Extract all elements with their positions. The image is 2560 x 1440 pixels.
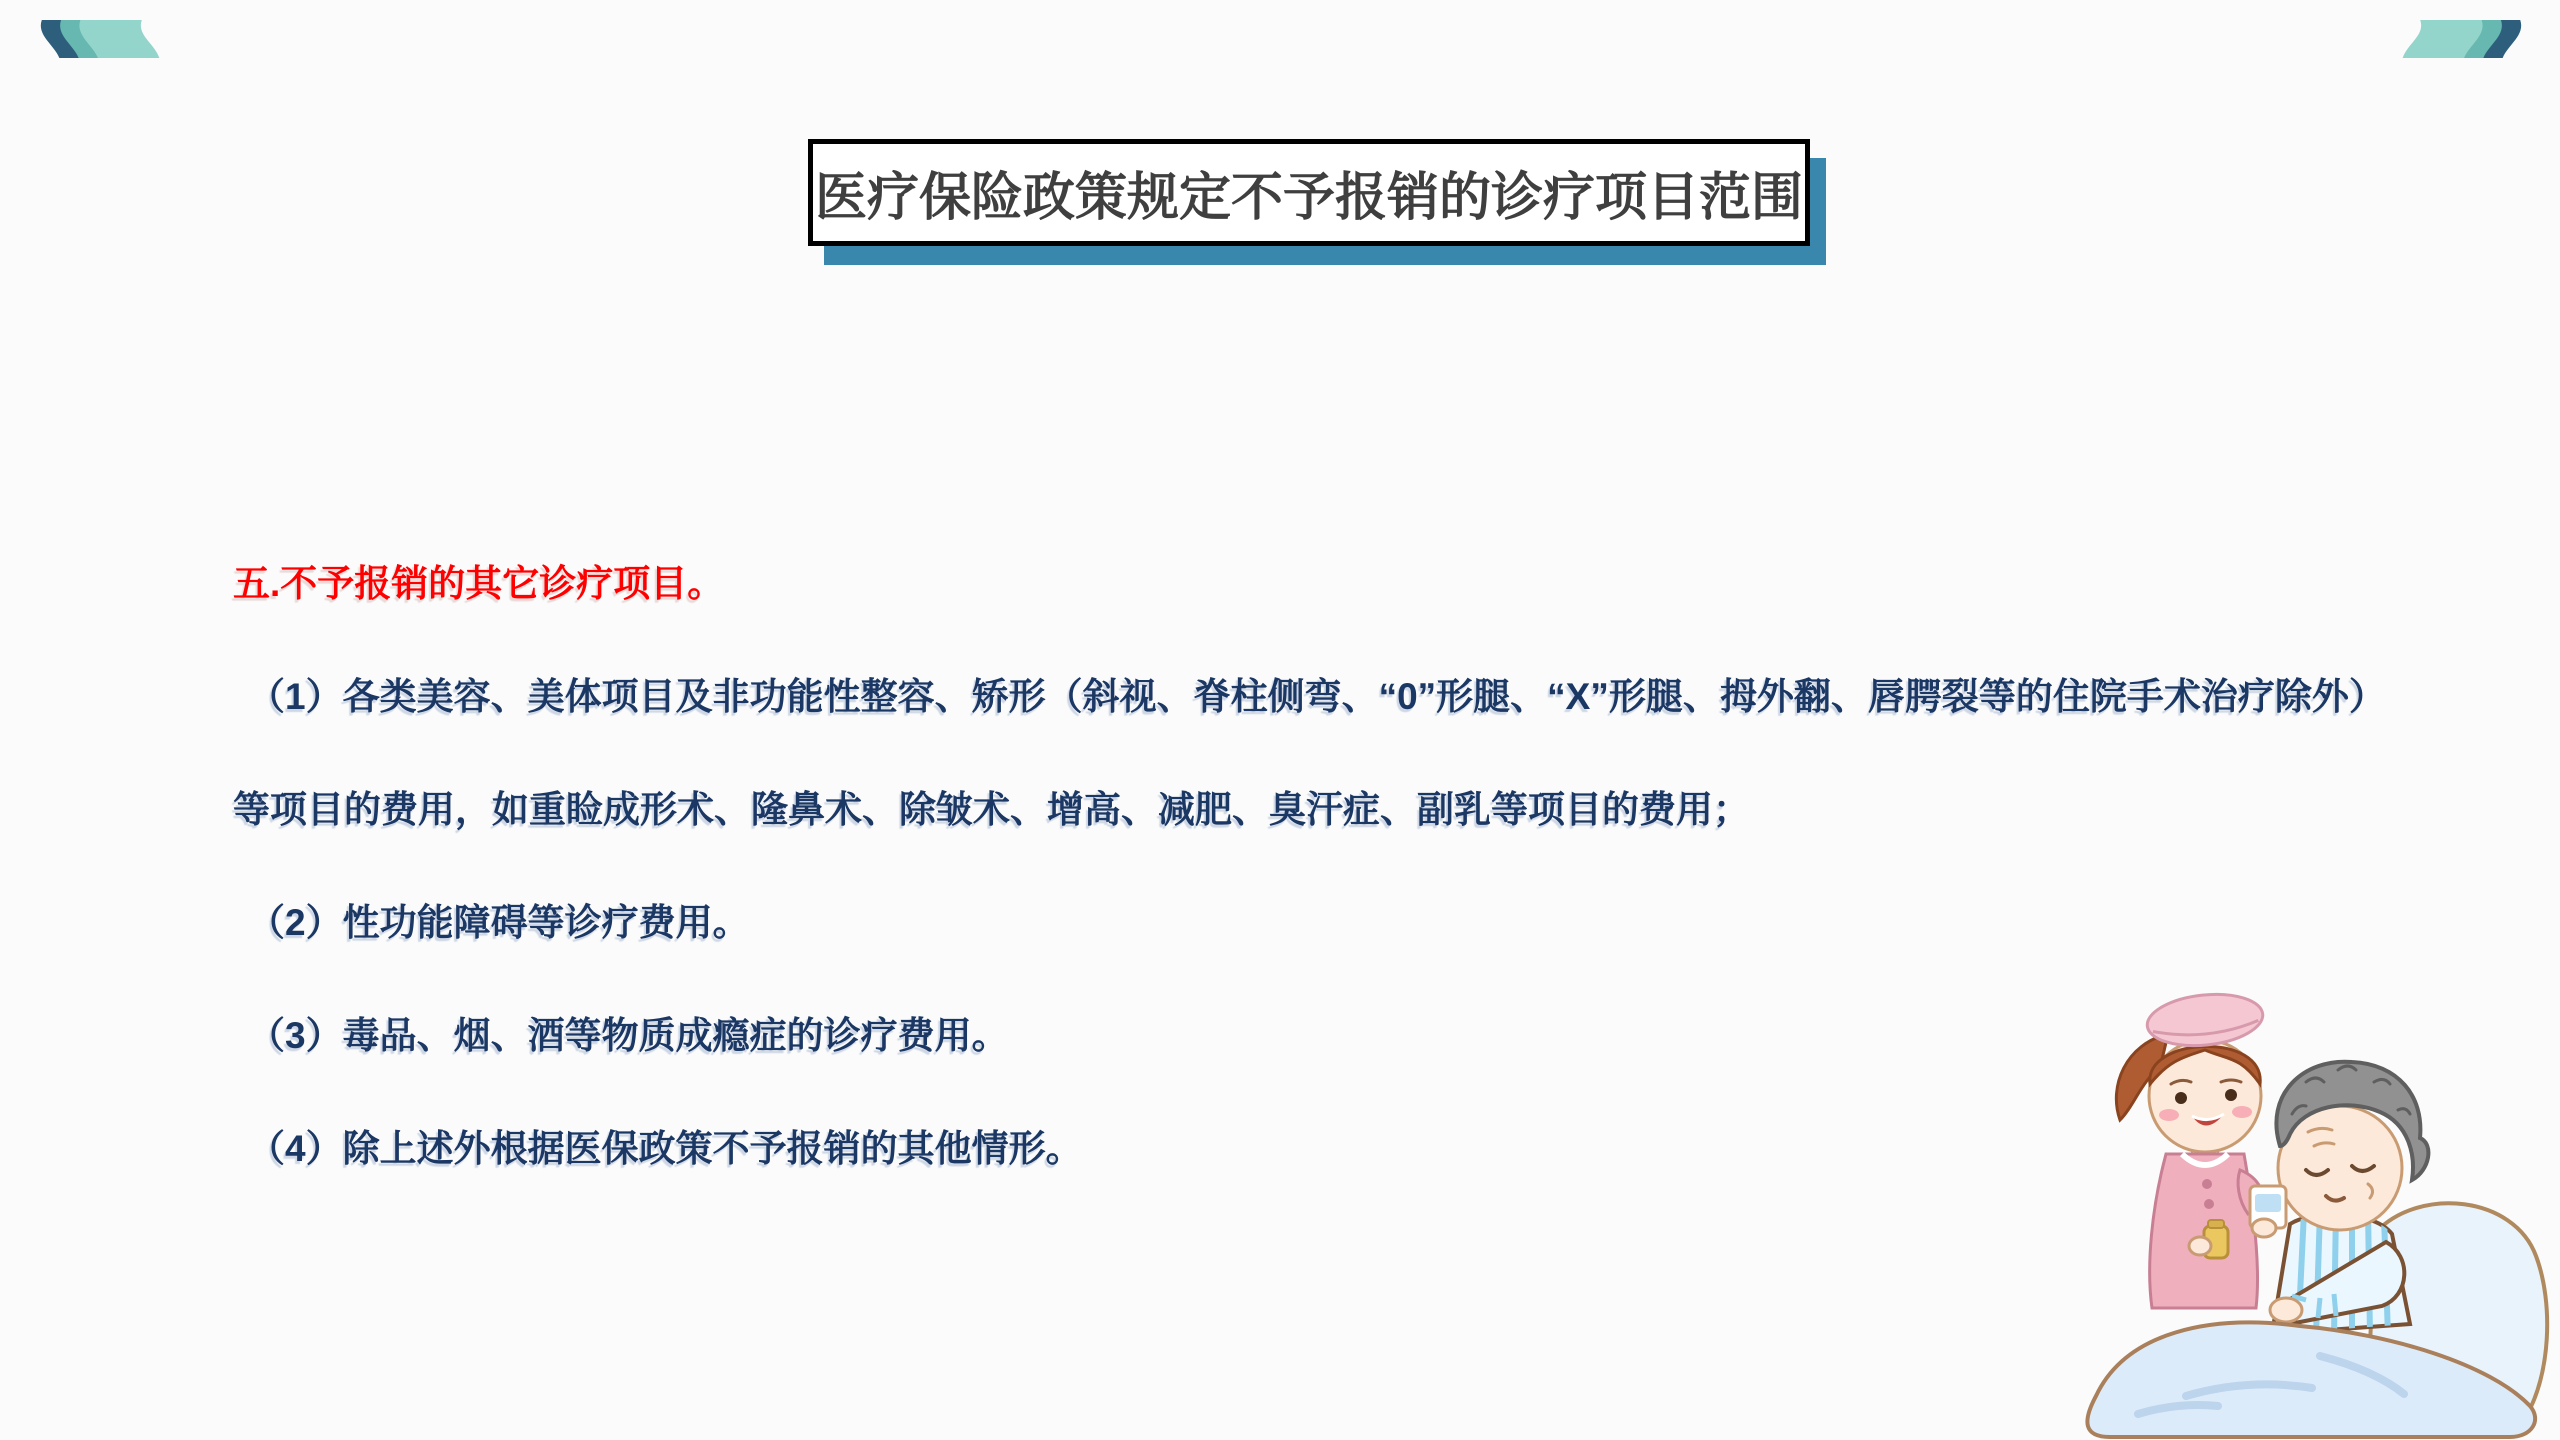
body-line: （2）性功能障碍等诊疗费用。	[248, 902, 750, 943]
title-box	[808, 139, 1810, 246]
body-line: 等项目的费用，如重睑成形术、隆鼻术、除皱术、增高、减肥、臭汗症、副乳等项目的费用；	[233, 789, 1750, 830]
section-heading: 五.不予报销的其它诊疗项目。	[233, 563, 725, 604]
body-line: （3）毒品、烟、酒等物质成瘾症的诊疗费用。	[248, 1015, 1009, 1056]
corner-swoosh-right-icon	[2400, 20, 2536, 58]
body-line: （1）各类美容、美体项目及非功能性整容、矫形（斜视、脊柱侧弯、“0”形腿、“X”形腿、拇外翻、唇腭裂等的住院手术治疗除外）	[248, 676, 2386, 717]
page-title: 医疗保险政策规定不予报销的诊疗项目范围	[814, 169, 1803, 227]
nurse-patient-illustration	[2068, 974, 2560, 1440]
body-line: （4）除上述外根据医保政策不予报销的其他情形。	[248, 1128, 1083, 1169]
corner-swoosh-left-icon	[26, 20, 162, 58]
